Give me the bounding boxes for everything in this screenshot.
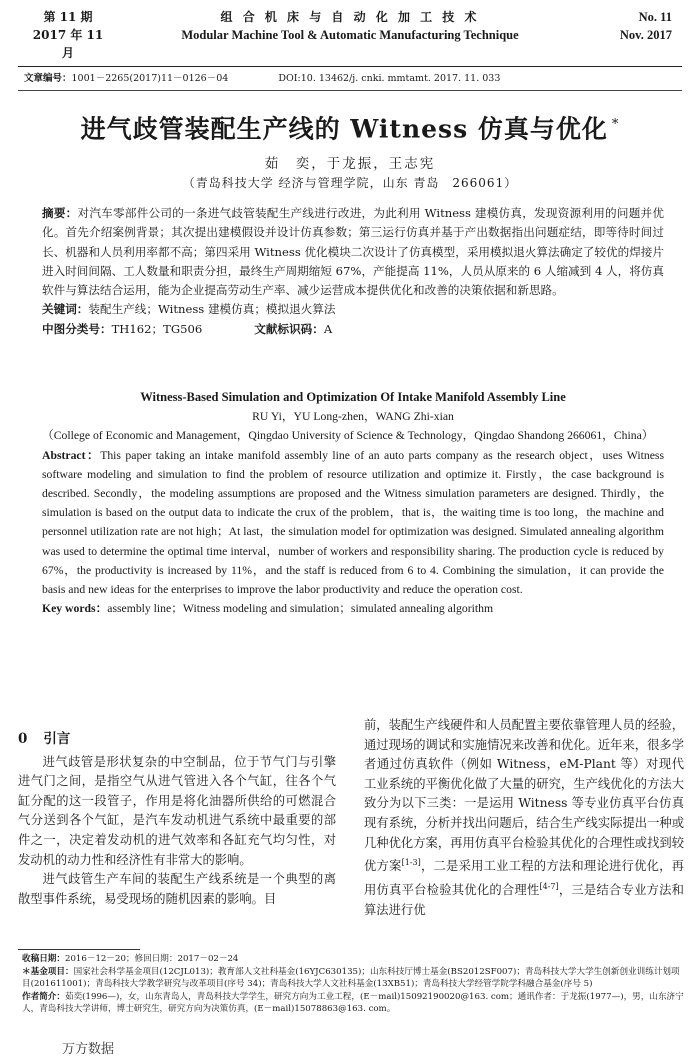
body-left-column [18,730,336,909]
doc-code-label: 文献标识码： [254,321,324,336]
issue-number-cn: 第 11 期 [43,10,93,24]
issue-number-en: No. 11 [638,10,672,24]
issue-date-cn: 2017 年 11 月 [32,28,104,60]
journal-title-en: Modular Machine Tool & Automatic Manufacturing Technique [181,28,519,42]
fund-label: ＊基金项目： [22,966,74,977]
issue-date-en: Nov. 2017 [619,28,672,42]
paper-title [40,108,660,146]
article-meta [24,72,500,86]
section-number: 0 [18,731,28,747]
footnote-fund [22,966,686,991]
received-label: 收稿日期： [22,954,65,964]
english-title: Witness-Based Simulation and Optimization Of Intake Manifold Assembly Line [140,390,566,404]
issue-header-left [28,8,108,62]
citation-1-3[interactable]: [1-3] [401,858,421,868]
abstract-cn-body [42,204,664,300]
abstract-cn-text: 对汽车零部件公司的一条进气歧管装配生产线进行改进，为此利用 Witness 建模仿真，发现资源利用的问题并优化。首先介绍案例背景；其次提出建模假设并设计仿真参数；第三运行仿真并基于产出数据指出问题症结，即等待时间过长、机器和人员利用率都不高；第四采用 Witness 优化模块二次设计了仿真模型，采用模拟退火算法确定了较优的焊接片进入时间间隔、工人数量和职责分担，最终生产周期缩短 67%，产能提高 11%，人员从原来的 6 人缩减到 4 人，将仿真软件与算法结合运用，能为企业提高劳动生产率、减少运营成本提供优化和改善的决策依据和新思路。 [42,206,664,298]
authors: 茹 奕，于龙振，王志宪 [264,156,436,172]
keywords-cn [42,300,664,319]
body-text-r1: 前，装配生产线硬件和人员配置主要依靠管理人员的经验，通过现场的调试和实施情况来改善和优化。近年来，很多学者通过仿真软件（例如 Witness，eM-Plant 等）对现代工业系统的平衡优化做了大量的研究，生产线优化的方法大致分为以下三类：一是运用 Witness 等专业仿真平台仿真现有系统，分析并找出问题后，结合生产线实际提出一种或几种优化方案，再用仿真平台检验其优化的合理性或找到较优方案 [364,718,684,874]
received-dates: 2016－12－20；修回日期：2017－02－24 [64,954,239,964]
doi: DOI:10. 13462/j. cnki. mmtamt. 2017. 11. 033 [278,73,501,84]
english-keywords-label: Key words： [42,602,108,616]
doc-code-value: A [323,321,333,336]
footnote-rule [18,949,140,950]
meta-rule [18,90,682,91]
citation-4-7[interactable]: [4-7] [539,881,559,891]
keywords-cn-text: 装配生产线；Witness 建模仿真；模拟退火算法 [88,302,336,317]
body-paragraph-1: 进气歧管是形状复杂的中空制品，位于节气门与引擎进气门之间，是指空气从进气管进入各个气缸，往各个气缸分配的这一段管子，作用是将化油器所供给的可燃混合气分送到各个气缸，是汽车发动机进气系统中最重要的部件之一，决定着发动机的进气效率和各缸充气均匀性，对发动机的动力性和经济性有非常大的影响。 [18,754,336,867]
affiliation: （青岛科技大学 经济与管理学院，山东 青岛 266061） [182,176,518,190]
classification-line [42,320,664,339]
english-abstract-text: This paper taking an intake manifold assembly line of an auto parts company as the research object，uses Witness software modeling and simulation to find the problem of resource utilization and optimize it. Firstly，the case background is described. Secondly，the modeling assumptions are proposed and the Witness simulation parameters are designed. Thirdly，the simulation is based on the output data to indicate the crux of the problem，that is，the waiting time is too long，the machine and personnel utilization rate are not high；At last，the simulation model for optimization was designed. Simulated annealing algorithm was used to determine the optimal time interval，number of workers and responsibility sharing. The production cycle is reduced by 67%，the productivity is increased by 11%，and the staff is reduced from 6 to 4. Combining the simulation，it can provide the basis and new ideas for the enterprises to improve the labor productivity and reduce the operation cost. [42,448,664,597]
article-no-label: 文章编号： [24,73,72,84]
abstract-cn-label: 摘要： [42,206,78,220]
journal-header [140,8,560,44]
english-abstract [42,446,664,600]
footnote-received [22,953,686,966]
abstract-cn [42,204,664,339]
footnote-author [22,991,686,1016]
issue-header-right [620,8,672,44]
keywords-cn-label: 关键词： [42,302,89,317]
footnotes [22,953,686,1016]
article-no: 1001－2265(2017)11－0126－04 [71,73,229,84]
wanfang-watermark: 万方数据 [62,1042,115,1057]
header-rule [18,66,682,67]
title-footnote-mark: * [611,117,620,132]
english-abstract-block [42,388,664,618]
english-affiliation: （College of Economic and Management，Qingdao University of Science & Technology，Qingdao Shandong 266061，China） [42,429,654,443]
body-text-r2: ，二是采用工业工程的方法和理论进行优化，再用仿真平台检验其优化的合理性 [364,859,684,897]
body-paragraph-2: 进气歧管生产车间的装配生产线系统是一个典型的离散型事件系统，易受现场的随机因素的影响。目 [18,872,336,906]
clc-value: TH162；TG506 [111,321,203,336]
english-abstract-label: Abstract： [42,448,101,462]
clc-label: 中图分类号： [42,321,112,336]
body-text-r3: ，三是结合专业方法和算法进行优 [364,882,684,917]
body-paragraph-continued [364,716,684,920]
body-right-column [364,716,684,920]
english-keywords-text: assembly line；Witness modeling and simulation；simulated annealing algorithm [107,602,494,616]
english-keywords [42,599,664,618]
journal-title-cn: 组 合 机 床 与 自 动 化 加 工 技 术 [220,10,480,24]
fund-text: 国家社会科学基金项目(12CJL013)；教育部人文社科基金(16YJC630135)；山东科技厅博士基金(BS2012SF007)；青岛科技大学大学生创新创业训练计划项目(201611001)；青岛科技大学教学研究与改革项目(序号 34)；青岛科技大学人文社科基金(13XB51)；青岛科技大学经管学院学科融合基金(序号 5) [22,966,680,990]
section-heading [18,730,336,750]
author-bio-label: 作者简介： [22,991,65,1002]
author-bio-text: 茹奕(1996—)，女，山东青岛人，青岛科技大学学生，研究方向为工业工程，(E－mail)15092190020@163. com；通讯作者：于龙振(1977—)，男，山东济宁人，青岛科技大学讲师，博士研究生，研究方向为决策仿真，(E－mail)15078863@163. com。 [22,991,684,1015]
paper-title-text: 进气歧管装配生产线的 Witness 仿真与优化 [80,114,608,144]
section-title: 引言 [43,731,71,747]
english-authors: RU Yi，YU Long-zhen，WANG Zhi-xian [252,410,454,424]
